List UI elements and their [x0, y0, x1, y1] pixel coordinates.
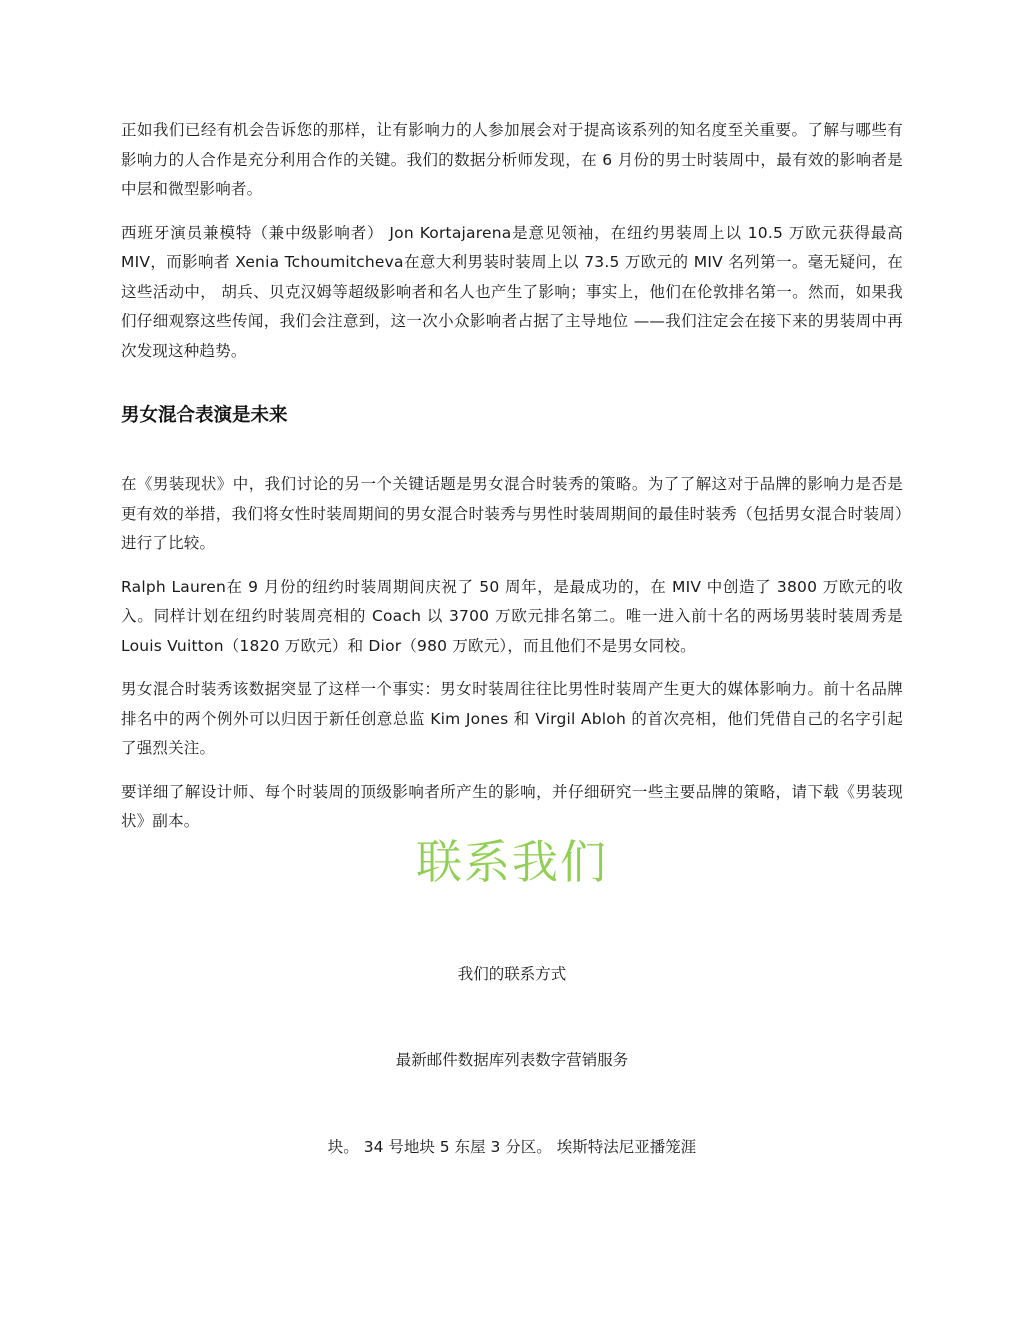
paragraph-coed-strategy: 在《男装现状》中，我们讨论的另一个关键话题是男女混合时装秀的策略。为了了解这对于品牌的影响力是否是更有效的举措，我们将女性时装周期间的男女混合时装秀与男性时装周期间的最佳时装秀（包括男女混合时装周）进行了比较。 [121, 475, 903, 552]
paragraph-download-report: 要详细了解设计师、每个时装周的顶级影响者所产生的影响，并仔细研究一些主要品牌的策略，请下载《男装现状》副本。 [121, 782, 903, 830]
paragraph-coed-data: 男女混合时装秀该数据突显了这样一个事实：男女时装周往往比男性时装周产生更大的媒体影响力。前十名品牌排名中的两个例外可以归因于新任创意总监 Kim Jones 和 Virgil Abloh 的首次亮相，他们凭借自己的名字引起了强烈关注。 [121, 680, 903, 757]
paragraph-key-influencers: 西班牙演员兼模特（兼中级影响者） Jon Kortajarena是意见领袖，在纽约男装周上以 10.5 万欧元获得最高 MIV，而影响者 Xenia Tchoumitcheva在意大利男装时装周上以 73.5 万欧元的 MIV 名列第一。毫无疑问，在这些活动中， 胡兵、贝克汉姆等超级影响者和名人也产生了影响；事实上，他们在伦敦排名第一。然而，如果我们仔细观察这些传闻，我们会注意到，这一次小众影响者占据了主导地位 ——我们注定会在接下来的男装周中再次发现这种趋势。 [121, 223, 903, 360]
contact-subtitle: 我们的联系方式 [457, 965, 567, 983]
paragraph-top-shows: Ralph Lauren在 9 月份的纽约时装周期间庆祝了 50 周年，是最成功的，在 MIV 中创造了 3800 万欧元的收入。同样计划在纽约时装周亮相的 Coach 以 3700 万欧元排名第二。唯一进入前十名的两场男装时装周秀是 Louis Vuitton（1820 万欧元）和 Dior（980 万欧元），而且他们不是男女同校。 [121, 577, 903, 655]
article-body [121, 116, 903, 851]
section-heading: 男女混合表演是未来 [121, 405, 288, 426]
contact-service: 最新邮件数据库列表数字营销服务 [395, 1051, 629, 1069]
paragraph-influencers-intro: 正如我们已经有机会告诉您的那样，让有影响力的人参加展会对于提高该系列的知名度至关重要。了解与哪些有影响力的人合作是充分利用合作的关键。我们的数据分析师发现，在 6 月份的男士时装周中，最有效的影响者是中层和微型影响者。 [121, 121, 903, 198]
contact-address: 块。 34 号地块 5 东屋 3 分区。 埃斯特法尼亚播笼涯 [327, 1138, 697, 1156]
contact-title: 联系我们 [416, 835, 608, 889]
